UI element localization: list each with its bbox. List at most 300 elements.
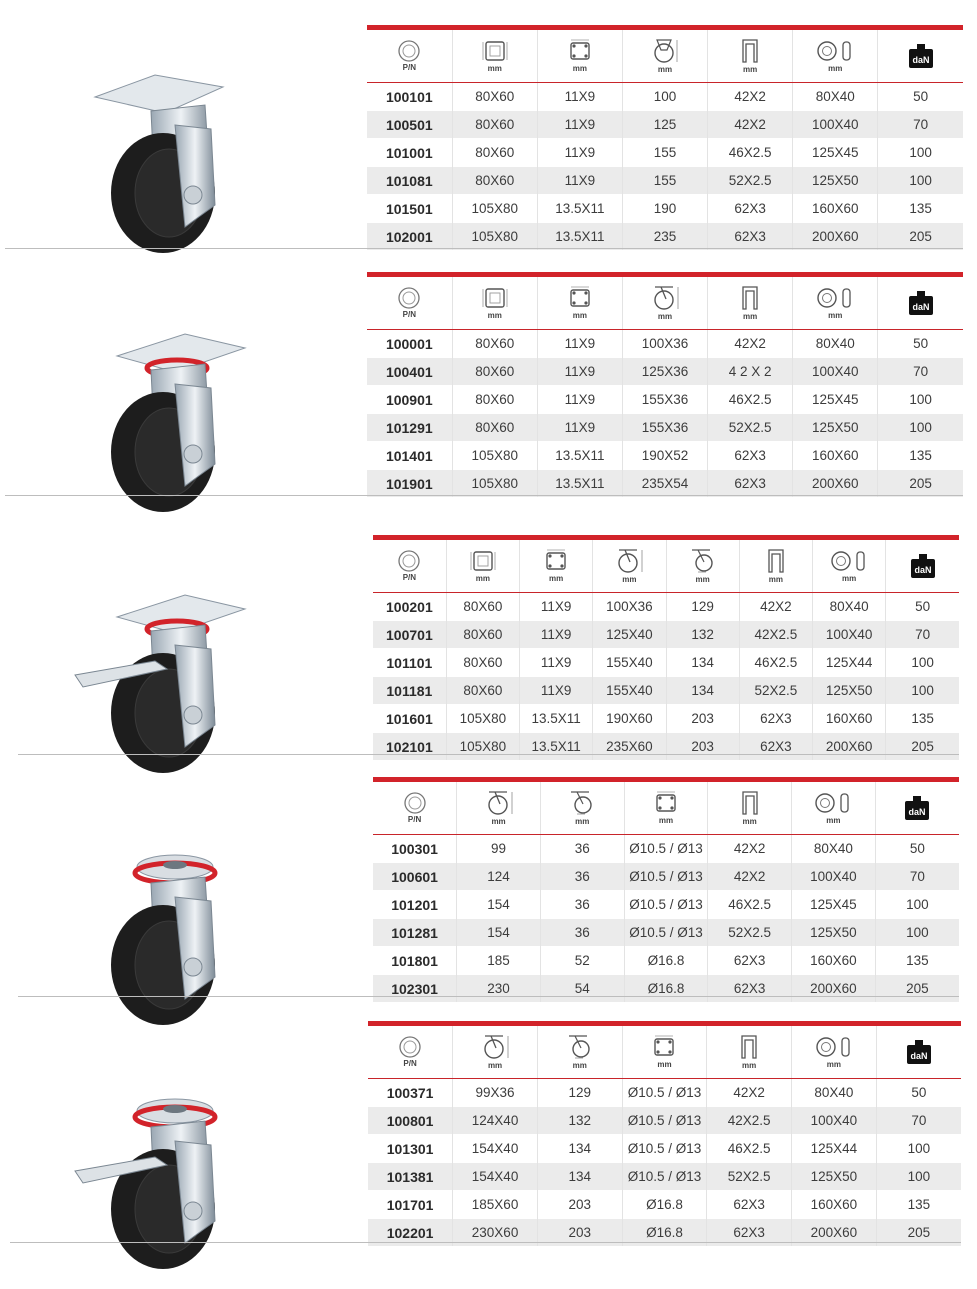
swivel-brake-caster-image [55, 565, 255, 785]
column-header [622, 275, 707, 330]
spec-cell: 190X60 [593, 705, 666, 733]
section-divider [18, 996, 959, 997]
spec-cell: 80X60 [452, 167, 537, 195]
spec-cell: 125X50 [813, 677, 886, 705]
spec-cell: 134 [666, 649, 739, 677]
swivel-brake-caster-spec-table [373, 535, 959, 760]
part-number-cell: 100801 [368, 1107, 453, 1135]
section-divider [5, 248, 963, 249]
offset-icon [688, 548, 718, 574]
mm-unit-label: mm [549, 574, 564, 583]
spec-cell: 154X40 [453, 1135, 538, 1163]
part-number-cell: 101401 [367, 442, 452, 470]
part-number-cell: 100101 [385, 88, 433, 105]
spec-cell: 42X2 [708, 330, 793, 358]
spec-cell: 100 [876, 1135, 961, 1163]
spec-cell: 62X3 [708, 442, 793, 470]
spec-cell: 134 [666, 677, 739, 705]
spec-cell: 155X36 [622, 386, 707, 414]
spec-cell: 125X50 [793, 414, 878, 442]
leg-icon [736, 1034, 762, 1060]
wheel-icon [815, 39, 855, 63]
spec-cell: 160X60 [813, 705, 886, 733]
column-header [367, 275, 452, 330]
spec-cell: 200X60 [793, 223, 878, 251]
spec-cell: 135 [878, 442, 963, 470]
table-row [367, 83, 963, 111]
part-number-cell: 101701 [368, 1191, 453, 1219]
part-number-cell: 101181 [373, 677, 446, 705]
pn-label: P/N [402, 310, 416, 319]
pn-icon [401, 792, 429, 814]
dan-unit-label: daN [914, 565, 932, 575]
dan-unit-label: daN [910, 1051, 928, 1061]
mm-unit-label: mm [742, 817, 757, 826]
spec-cell: 13.5X11 [520, 733, 593, 761]
spec-cell: 134 [537, 1135, 622, 1163]
part-number-cell: 101601 [373, 705, 446, 733]
spec-cell: 4 2 X 2 [708, 358, 793, 386]
spec-cell: 11X9 [537, 358, 622, 386]
spec-cell: 11X9 [537, 83, 622, 111]
column-header [593, 538, 666, 593]
table-row [368, 1079, 961, 1107]
column-header [708, 275, 793, 330]
spec-cell: 100X40 [793, 358, 878, 386]
column-header [520, 538, 593, 593]
spec-cell: 36 [540, 835, 624, 863]
table-row [367, 414, 963, 442]
spec-cell: 125 [622, 111, 707, 139]
spec-cell: 11X9 [520, 677, 593, 705]
offset-icon [565, 1034, 595, 1060]
header-row [367, 28, 963, 83]
spec-cell: 80X40 [792, 835, 876, 863]
mm-unit-label: mm [572, 311, 587, 320]
column-header [876, 1024, 961, 1079]
spec-cell: 185 [457, 947, 541, 975]
mm-unit-label: mm [768, 575, 783, 584]
spec-cell: 99X36 [453, 1079, 538, 1107]
spec-cell: 80X60 [452, 111, 537, 139]
spec-cell: 62X3 [708, 975, 792, 1003]
spec-cell: 42X2 [708, 863, 792, 891]
leg-icon [737, 790, 763, 816]
swivel-caster-photo [55, 304, 255, 524]
column-header [537, 28, 622, 83]
spec-cell: 42X2 [708, 111, 793, 139]
spec-cell: 62X3 [708, 947, 792, 975]
swivel-brake-caster-photo [55, 565, 255, 785]
spec-cell: Ø10.5 / Ø13 [622, 1135, 707, 1163]
spec-cell: 125X40 [593, 621, 666, 649]
column-header [446, 538, 519, 593]
spec-cell: 100 [622, 83, 707, 111]
spec-cell: 46X2.5 [708, 891, 792, 919]
spec-cell: 36 [540, 891, 624, 919]
spec-cell: 203 [666, 705, 739, 733]
column-header [622, 1024, 707, 1079]
spec-cell: 205 [878, 470, 963, 498]
spec-cell: 100X36 [622, 330, 707, 358]
table-row [367, 442, 963, 470]
spec-cell: 46X2.5 [708, 386, 793, 414]
column-header [452, 28, 537, 83]
spec-cell: 42X2 [708, 83, 793, 111]
column-header [537, 275, 622, 330]
header-row [368, 1024, 961, 1079]
spec-cell: 54 [540, 975, 624, 1003]
spec-cell: 100X40 [793, 111, 878, 139]
plate-icon [481, 39, 509, 63]
pn-icon [395, 287, 423, 309]
spec-cell: 13.5X11 [537, 442, 622, 470]
spec-cell: Ø10.5 / Ø13 [622, 1079, 707, 1107]
spec-cell: 52X2.5 [739, 677, 812, 705]
table-row [373, 947, 959, 975]
column-header [707, 1024, 792, 1079]
spec-cell: 105X80 [452, 470, 537, 498]
swivel-height-icon [613, 548, 645, 574]
spec-cell: 205 [876, 1219, 961, 1247]
spec-cell: Ø10.5 / Ø13 [624, 863, 708, 891]
spec-cell: Ø10.5 / Ø13 [624, 835, 708, 863]
spec-cell: Ø10.5 / Ø13 [624, 919, 708, 947]
spec-cell: 62X3 [739, 705, 812, 733]
part-number-cell: 100401 [367, 358, 452, 386]
table-row [373, 891, 959, 919]
spec-cell: 80X60 [452, 358, 537, 386]
spec-cell: 70 [878, 111, 963, 139]
spec-cell: 52X2.5 [707, 1163, 792, 1191]
spec-cell: 11X9 [537, 167, 622, 195]
table-row [368, 1191, 961, 1219]
height-icon [650, 38, 680, 64]
mm-unit-label: mm [743, 65, 758, 74]
spec-cell: 160X60 [793, 195, 878, 223]
column-header [886, 538, 959, 593]
spec-cell: 154X40 [453, 1163, 538, 1191]
mm-unit-label: mm [487, 64, 502, 73]
spec-cell: 11X9 [520, 593, 593, 621]
bolt-hole-caster-photo [55, 817, 255, 1037]
spec-cell: 125X50 [793, 167, 878, 195]
spec-cell: 13.5X11 [537, 195, 622, 223]
swivel-height-icon [483, 790, 515, 816]
pn-icon [395, 550, 423, 572]
pn-label: P/N [403, 1059, 417, 1068]
spec-cell: 80X40 [793, 330, 878, 358]
mm-unit-label: mm [657, 1060, 672, 1069]
load-icon [905, 1039, 933, 1065]
load-icon [907, 290, 935, 316]
dan-unit-label: daN [908, 807, 926, 817]
spec-cell: 125X45 [793, 386, 878, 414]
spec-cell: 200X60 [793, 470, 878, 498]
spec-cell: 62X3 [708, 195, 793, 223]
column-header [875, 780, 959, 835]
column-header [540, 780, 624, 835]
spec-cell: 42X2 [739, 593, 812, 621]
spec-cell: 13.5X11 [537, 470, 622, 498]
part-number-cell: 100601 [373, 863, 457, 891]
spec-cell: 100X40 [792, 863, 876, 891]
table-row [367, 386, 963, 414]
bolt-hole-icon [542, 549, 570, 573]
spec-cell: 100X40 [792, 1107, 877, 1135]
table-row [367, 330, 963, 358]
table-row [373, 649, 959, 677]
spec-cell: 80X60 [452, 414, 537, 442]
spec-cell: 160X60 [792, 947, 876, 975]
spec-cell: 13.5X11 [537, 223, 622, 251]
table-row [368, 1163, 961, 1191]
spec-cell: 42X2.5 [739, 621, 812, 649]
spec-cell: 46X2.5 [739, 649, 812, 677]
spec-cell: Ø16.8 [622, 1219, 707, 1247]
part-number-cell: 100501 [367, 111, 452, 139]
spec-cell: 205 [878, 223, 963, 251]
mm-unit-label: mm [475, 574, 490, 583]
column-header [367, 28, 452, 83]
column-header [878, 275, 963, 330]
leg-icon [763, 548, 789, 574]
plate-icon [469, 549, 497, 573]
table-row [367, 167, 963, 195]
part-number-cell: 100301 [391, 840, 438, 857]
table-row [367, 139, 963, 167]
spec-cell: Ø10.5 / Ø13 [622, 1107, 707, 1135]
spec-cell: 105X80 [452, 195, 537, 223]
wheel-icon [829, 549, 869, 573]
table-row [367, 195, 963, 223]
column-header [813, 538, 886, 593]
spec-cell: 11X9 [537, 330, 622, 358]
dan-unit-label: daN [912, 302, 930, 312]
spec-cell: 160X60 [793, 442, 878, 470]
mm-unit-label: mm [491, 817, 506, 826]
column-header [373, 780, 457, 835]
section-divider [18, 754, 959, 755]
pn-label: P/N [407, 815, 422, 824]
spec-cell: 62X3 [707, 1191, 792, 1219]
spec-cell: 100 [878, 414, 963, 442]
spec-cell: 80X60 [446, 593, 519, 621]
spec-cell: 105X80 [452, 442, 537, 470]
spec-cell: Ø16.8 [624, 947, 708, 975]
spec-cell: 70 [886, 621, 959, 649]
fixed-caster-spec-table [367, 25, 963, 250]
spec-cell: 100 [878, 139, 963, 167]
spec-cell: 154 [457, 919, 541, 947]
table-row [373, 621, 959, 649]
spec-cell: 235X60 [593, 733, 666, 761]
spec-cell: 99 [457, 835, 541, 863]
spec-cell: 80X40 [793, 83, 878, 111]
spec-cell: 105X80 [446, 733, 519, 761]
spec-cell: 62X3 [739, 733, 812, 761]
spec-cell: Ø16.8 [622, 1191, 707, 1219]
column-header [457, 780, 541, 835]
table-row [373, 975, 959, 1003]
mm-unit-label: mm [695, 575, 710, 584]
part-number-cell: 101291 [367, 414, 452, 442]
swivel-height-icon [649, 285, 681, 311]
header-row [373, 538, 959, 593]
mm-unit-label: mm [658, 816, 674, 825]
part-number-cell: 101501 [367, 195, 452, 223]
column-header [624, 780, 708, 835]
part-number-cell: 101301 [368, 1135, 453, 1163]
wheel-icon [814, 1035, 854, 1059]
part-number-cell: 102001 [367, 223, 452, 251]
table-row [373, 677, 959, 705]
table-row [373, 863, 959, 891]
spec-cell: Ø16.8 [624, 975, 708, 1003]
spec-cell: 42X2.5 [707, 1107, 792, 1135]
spec-cell: 50 [878, 83, 963, 111]
header-row [367, 275, 963, 330]
bolt-hole-caster-image [55, 817, 255, 1037]
bolt-hole-brake-caster-spec-table [368, 1021, 961, 1246]
pn-icon [396, 1036, 424, 1058]
spec-cell: 200X60 [792, 975, 876, 1003]
part-number-cell: 102101 [373, 733, 446, 761]
spec-cell: 52X2.5 [708, 167, 793, 195]
spec-cell: Ø10.5 / Ø13 [622, 1163, 707, 1191]
table-row [373, 705, 959, 733]
pn-icon [395, 40, 423, 62]
spec-cell: 124X40 [453, 1107, 538, 1135]
part-number-cell: 101281 [373, 919, 457, 947]
mm-unit-label: mm [742, 1061, 757, 1070]
spec-cell: 205 [875, 975, 959, 1003]
column-header [792, 780, 876, 835]
section-divider [10, 1242, 961, 1243]
spec-cell: 100 [875, 919, 959, 947]
spec-cell: 80X40 [813, 593, 886, 621]
spec-cell: 50 [876, 1079, 961, 1107]
mm-unit-label: mm [657, 65, 673, 74]
mm-unit-label: mm [826, 1060, 841, 1069]
spec-cell: 200X60 [792, 1219, 877, 1247]
spec-cell: 62X3 [707, 1219, 792, 1247]
spec-cell: 70 [875, 863, 959, 891]
spec-cell: 235X54 [622, 470, 707, 498]
column-header [453, 1024, 538, 1079]
bolt-hole-caster-spec-table [373, 777, 959, 1002]
part-number-cell: 101081 [367, 167, 452, 195]
spec-cell: 11X9 [537, 386, 622, 414]
spec-cell: Ø10.5 / Ø13 [624, 891, 708, 919]
spec-cell: 42X2 [707, 1079, 792, 1107]
spec-cell: 155 [622, 167, 707, 195]
spec-cell: 129 [537, 1079, 622, 1107]
swivel-caster-image [55, 304, 255, 524]
part-number-cell: 101101 [373, 649, 446, 677]
mm-unit-label: mm [487, 311, 502, 320]
spec-cell: 135 [886, 705, 959, 733]
offset-icon [567, 790, 597, 816]
spec-cell: 52X2.5 [708, 414, 793, 442]
spec-cell: 11X9 [537, 414, 622, 442]
bolt-hole-icon [566, 39, 594, 63]
column-header [368, 1024, 453, 1079]
spec-cell: 50 [878, 330, 963, 358]
column-header [793, 28, 878, 83]
column-header [537, 1024, 622, 1079]
column-header [622, 28, 707, 83]
spec-cell: 80X60 [452, 83, 537, 111]
spec-cell: 100 [878, 167, 963, 195]
spec-cell: 125X45 [793, 139, 878, 167]
mm-unit-label: mm [575, 817, 590, 826]
spec-cell: 125X44 [792, 1135, 877, 1163]
spec-cell: 135 [876, 1191, 961, 1219]
part-number-cell: 100701 [373, 621, 446, 649]
load-icon [903, 795, 931, 821]
spec-cell: 205 [886, 733, 959, 761]
spec-cell: 11X9 [537, 111, 622, 139]
bolt-hole-brake-caster-photo [55, 1061, 255, 1281]
part-number-cell: 100901 [367, 386, 452, 414]
spec-cell: 203 [666, 733, 739, 761]
spec-cell: 80X60 [446, 677, 519, 705]
spec-cell: 100 [886, 677, 959, 705]
section-divider [5, 495, 963, 496]
spec-cell: 42X2 [708, 835, 792, 863]
table-row [367, 223, 963, 251]
spec-cell: 46X2.5 [708, 139, 793, 167]
part-number-cell: 100201 [386, 598, 433, 615]
fixed-caster-image [55, 45, 255, 265]
spec-cell: 100X36 [593, 593, 666, 621]
spec-cell: 62X3 [708, 223, 793, 251]
spec-cell: 105X80 [446, 705, 519, 733]
spec-cell: 155X36 [622, 414, 707, 442]
spec-cell: 80X60 [446, 649, 519, 677]
part-number-cell: 100001 [385, 335, 433, 352]
spec-cell: 100 [875, 891, 959, 919]
leg-icon [737, 38, 763, 64]
spec-cell: 132 [666, 621, 739, 649]
load-icon [907, 43, 935, 69]
table-row [367, 358, 963, 386]
column-header [793, 275, 878, 330]
spec-cell: 235 [622, 223, 707, 251]
pn-label: P/N [402, 573, 417, 582]
spec-cell: 70 [878, 358, 963, 386]
table-row [373, 919, 959, 947]
part-number-cell: 102201 [368, 1219, 453, 1247]
wheel-icon [813, 791, 853, 815]
spec-cell: 11X9 [537, 139, 622, 167]
fixed-caster-photo [55, 45, 255, 265]
spec-cell: 100 [878, 386, 963, 414]
pn-label: P/N [402, 63, 416, 72]
spec-cell: 80X60 [446, 621, 519, 649]
mm-unit-label: mm [622, 575, 637, 584]
table-row [373, 733, 959, 761]
spec-cell: 129 [666, 593, 739, 621]
spec-cell: 11X9 [520, 649, 593, 677]
mm-unit-label: mm [828, 64, 843, 73]
part-number-cell: 101381 [368, 1163, 453, 1191]
spec-cell: 13.5X11 [520, 705, 593, 733]
spec-cell: 155X40 [593, 649, 666, 677]
spec-cell: 135 [875, 947, 959, 975]
table-row [373, 593, 959, 621]
